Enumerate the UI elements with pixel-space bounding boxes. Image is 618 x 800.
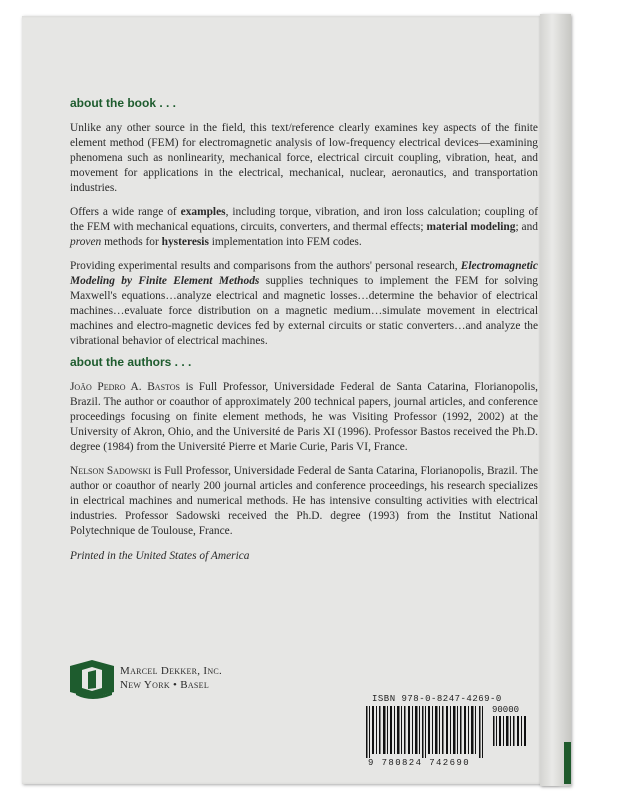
about-authors-heading: about the authors . . .	[70, 355, 192, 369]
text-span: Offers a wide range of	[70, 206, 181, 218]
author-1-name: João Pedro A. Bastos	[70, 381, 180, 393]
publisher-name: Marcel Dekker, Inc.	[120, 665, 223, 677]
bold-text: material modeling	[426, 221, 516, 233]
italic-text: proven	[70, 236, 102, 248]
text-span: is Full Professor, Universidade Federal de Santa Catarina, Florianopolis, Brazil. The author or coauthor of approximately 200 technical papers, journal articles, and conference proceedings focusing on finite element methods, he was Visiting Professor (1992, 2002) at the University of Akron, Ohio, and the Université de Paris XI (1996). Professor Bastos received the Ph.D. degree (1984) from the Université Pierre et Marie Curie, Paris VI, France.	[70, 381, 538, 453]
price-code: 90000	[492, 705, 520, 715]
text-span: supplies techniques to implement the FEM for solving Maxwell's equations…analyze electrical and magnetic losses…determine the behavior of electrical machines…evaluate force distribution on a magnetic medium…simulate movement in electrical machines and electro-magnetic devices fed by external circuits or static converters…and analyze the vibrational behavior of electrical machines.	[70, 275, 538, 347]
text-span: ; and	[515, 221, 538, 233]
barcode	[364, 694, 532, 774]
text-span: , including torque, vibration, and iron loss calculation; coupling of the FEM with mechanical equations, circuits, converters, and thermal effects;	[70, 206, 538, 233]
spine-green-strip	[564, 742, 571, 784]
barcode-number: 9 780824 742690	[368, 758, 471, 768]
about-book-paragraph-1: Unlike any other source in the field, this text/reference clearly examines key aspects of the finite element method (FEM) for electromagnetic analysis of low-frequency electrical devices—examining phenomena such as nonlinearity, mechanical force, electrical circuit coupling, vibration, heat, and movement for applications in the electrical, mechanical, nuclear, aeronautics, and transportation industries.	[70, 122, 538, 194]
printed-in: Printed in the United States of America	[70, 550, 250, 562]
addon-barcode-icon	[492, 716, 528, 746]
author-1-bio	[70, 380, 538, 455]
book-spine-edge	[540, 14, 571, 786]
bold-text: hysteresis	[161, 236, 209, 248]
barcode-bars-icon	[364, 706, 488, 758]
author-2-name: Nelson Sadowski	[70, 465, 151, 477]
text-span: is Full Professor, Universidade Federal de Santa Catarina, Florianopolis, Brazil. The author or coauthor of nearly 200 journal articles and conference proceedings, his research specializes in electrical machines and numerical methods. He has intensive consulting activities with electrical industries. Professor Sadowski received the Ph.D. degree (1993) from the Institut National Polytechnique de Toulouse, France.	[70, 465, 538, 537]
publisher-block	[66, 656, 286, 706]
text-span: implementation into FEM codes.	[208, 236, 362, 248]
publisher-logo-icon	[66, 656, 118, 700]
about-book-paragraph-3	[70, 259, 538, 349]
about-book-paragraph-2	[70, 205, 538, 250]
publisher-location: New York • Basel	[120, 679, 210, 691]
isbn-text: ISBN 978-0-8247-4269-0	[372, 694, 502, 704]
about-book-heading: about the book . . .	[70, 96, 176, 110]
text-span: methods for	[101, 236, 162, 248]
back-cover-text	[70, 96, 538, 573]
publisher-text	[120, 664, 222, 692]
author-2-bio	[70, 464, 538, 539]
book-title: Electromagnetic Modeling by Finite Element Methods	[70, 260, 538, 287]
bold-text: examples	[180, 206, 226, 218]
text-span: Providing experimental results and comparisons from the authors' personal research,	[70, 260, 461, 272]
